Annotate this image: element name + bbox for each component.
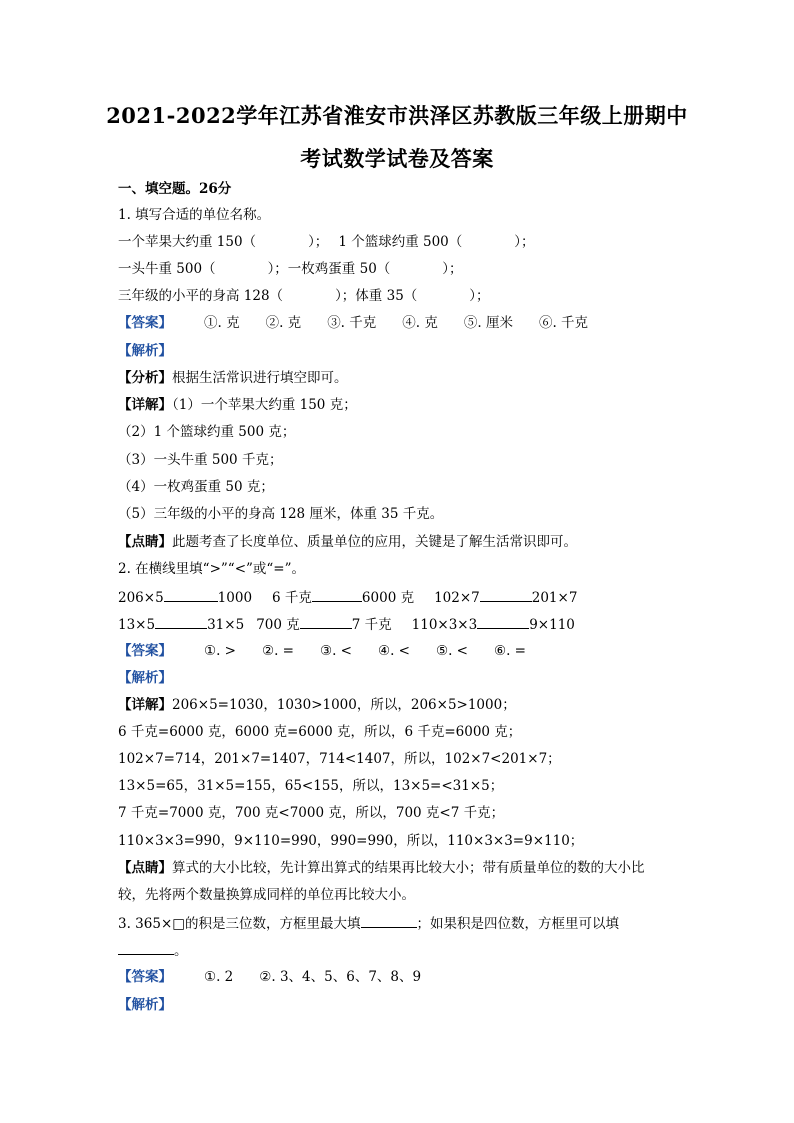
- comment-text: 算式的大小比较，先计算出算式的结果再比较大小；带有质量单位的数的大小比: [172, 860, 645, 876]
- q2-expr: 1000: [217, 590, 253, 606]
- q2-expr: 31×5: [207, 617, 245, 633]
- q1-text: 三年级的小平的身高 128（: [118, 288, 284, 304]
- q2-expr: 206×5: [118, 590, 164, 606]
- q2-blank: [477, 614, 529, 629]
- answer-tag: 【答案】: [118, 969, 172, 985]
- answer-tag: 【答案】: [118, 315, 172, 331]
- q2-detail-4: 13×5=65，31×5=155，65<155，所以，13×5=<31×5；: [118, 778, 504, 794]
- answer-item: ④. <: [378, 643, 410, 659]
- q3-stem-2: [118, 940, 188, 961]
- q2-expr: 13×5: [118, 617, 156, 633]
- q1-text: ）；: [514, 234, 535, 250]
- q2-comment: [118, 858, 645, 878]
- q2-blank: [300, 614, 352, 629]
- q3-answer: [118, 967, 421, 987]
- q1-text: ）；一枚鸡蛋重 50（: [267, 261, 391, 277]
- section-heading: 一、填空题。26分: [118, 181, 232, 197]
- q3-blank: [118, 940, 174, 955]
- q2-detail-6: 110×3×3=990，9×110=990，990=990，所以，110×3×3=9×110；: [118, 833, 584, 849]
- q3-blank: [361, 913, 417, 928]
- q1-line3: [118, 286, 490, 306]
- answer-item: ④. 克: [402, 315, 438, 331]
- q2-blank: [312, 587, 362, 602]
- analysis-tag: 【分析】: [118, 370, 172, 386]
- q2-detail-2: 6 千克=6000 克，6000 克=6000 克，所以，6 千克=6000 克；: [118, 724, 522, 740]
- q2-expr: 9×110: [529, 617, 575, 633]
- q1-detail-3: （3）一头牛重 500 千克；: [118, 452, 283, 468]
- answer-item: ⑤. 厘米: [463, 315, 513, 331]
- q2-stem: 2. 在横线里填“>”“<”或“=”。: [118, 561, 306, 577]
- q2-blank: [155, 614, 207, 629]
- answer-tag: 【答案】: [118, 643, 172, 659]
- q1-analysis: [118, 368, 348, 388]
- answer-item: ②. =: [262, 643, 294, 659]
- detail-tag: 【详解】: [118, 397, 172, 413]
- doc-title-line2: 考试数学试卷及答案: [300, 146, 494, 171]
- answer-item: ①. 克: [204, 315, 240, 331]
- q3-jiexi: 【解析】: [118, 997, 172, 1013]
- q2-blank: [164, 587, 218, 602]
- q3-stem: [118, 913, 619, 934]
- q1-detail: [118, 395, 357, 415]
- q3-text: 。: [174, 943, 188, 959]
- q1-text: ）；: [308, 234, 329, 250]
- q1-text: ）；: [442, 261, 463, 277]
- q1-jiexi: 【解析】: [118, 343, 172, 359]
- q2-detail-3: 102×7=714，201×7=1407，714<1407，所以，102×7<201×7；: [118, 751, 561, 767]
- answer-item: ③. 千克: [327, 315, 377, 331]
- q2-expr: 201×7: [531, 590, 578, 606]
- q1-detail-2: （2）1 个篮球约重 500 克；: [118, 424, 296, 440]
- detail-text: （1）一个苹果大约重 150 克；: [172, 397, 357, 413]
- answer-item: ①. 2: [204, 969, 234, 985]
- q1-text: 一头牛重 500（: [118, 261, 216, 277]
- answer-item: ⑥. =: [494, 643, 526, 659]
- q2-detail: [118, 695, 516, 715]
- q1-text: ）；: [469, 288, 490, 304]
- answer-item: ②. 克: [265, 315, 302, 331]
- q1-line1: [118, 232, 535, 252]
- q2-row2: [118, 614, 575, 635]
- q3-text: 3. 365×□的积是三位数，方框里最大填: [118, 916, 361, 932]
- answer-item: ⑥. 千克: [538, 315, 589, 331]
- q2-expr: 7 千克: [351, 617, 392, 633]
- detail-text: 206×5=1030，1030>1000，所以，206×5>1000；: [172, 697, 516, 713]
- q2-row1: [118, 587, 577, 608]
- answer-item: ⑤. <: [436, 643, 468, 659]
- q2-detail-5: 7 千克=7000 克，700 克<7000 克，所以，700 克<7 千克；: [118, 805, 505, 821]
- analysis-text: 根据生活常识进行填空即可。: [172, 370, 348, 386]
- detail-tag: 【详解】: [118, 697, 172, 713]
- q2-answer: [118, 641, 526, 661]
- answer-item: ②. 3、4、5、6、7、8、9: [259, 969, 422, 985]
- doc-title-line1: 2021-2022学年江苏省淮安市洪泽区苏教版三年级上册期中: [106, 103, 688, 128]
- comment-text: 此题考查了长度单位、质量单位的应用，关键是了解生活常识即可。: [172, 534, 577, 550]
- q2-expr: 6000 克: [361, 590, 415, 606]
- q1-stem: 1. 填写合适的单位名称。: [118, 207, 271, 223]
- comment-tag: 【点睛】: [118, 860, 172, 876]
- q2-comment-2: 较，先将两个数量换算成同样的单位再比较大小。: [118, 887, 415, 903]
- q2-jiexi: 【解析】: [118, 670, 172, 686]
- q1-line2: [118, 259, 463, 279]
- q2-expr: 6 千克: [272, 590, 312, 606]
- q2-expr: 110×3×3: [411, 617, 478, 633]
- answer-item: ①. >: [204, 643, 236, 659]
- q1-detail-5: （5）三年级的小平的身高 128 厘米，体重 35 千克。: [118, 506, 444, 522]
- q1-text: 一个苹果大约重 150（: [118, 234, 257, 250]
- q2-expr: 700 克: [256, 617, 300, 633]
- q3-text: ；如果积是四位数，方框里可以填: [416, 916, 620, 932]
- q1-detail-4: （4）一枚鸡蛋重 50 克；: [118, 479, 274, 495]
- q1-comment: [118, 532, 577, 552]
- comment-tag: 【点睛】: [118, 534, 172, 550]
- q1-answer: [118, 313, 588, 333]
- q1-text: ）；体重 35（: [335, 288, 418, 304]
- q2-expr: 102×7: [434, 590, 480, 606]
- q1-text: 1 个篮球约重 500（: [338, 234, 463, 250]
- q2-blank: [480, 587, 532, 602]
- answer-item: ③. <: [320, 643, 352, 659]
